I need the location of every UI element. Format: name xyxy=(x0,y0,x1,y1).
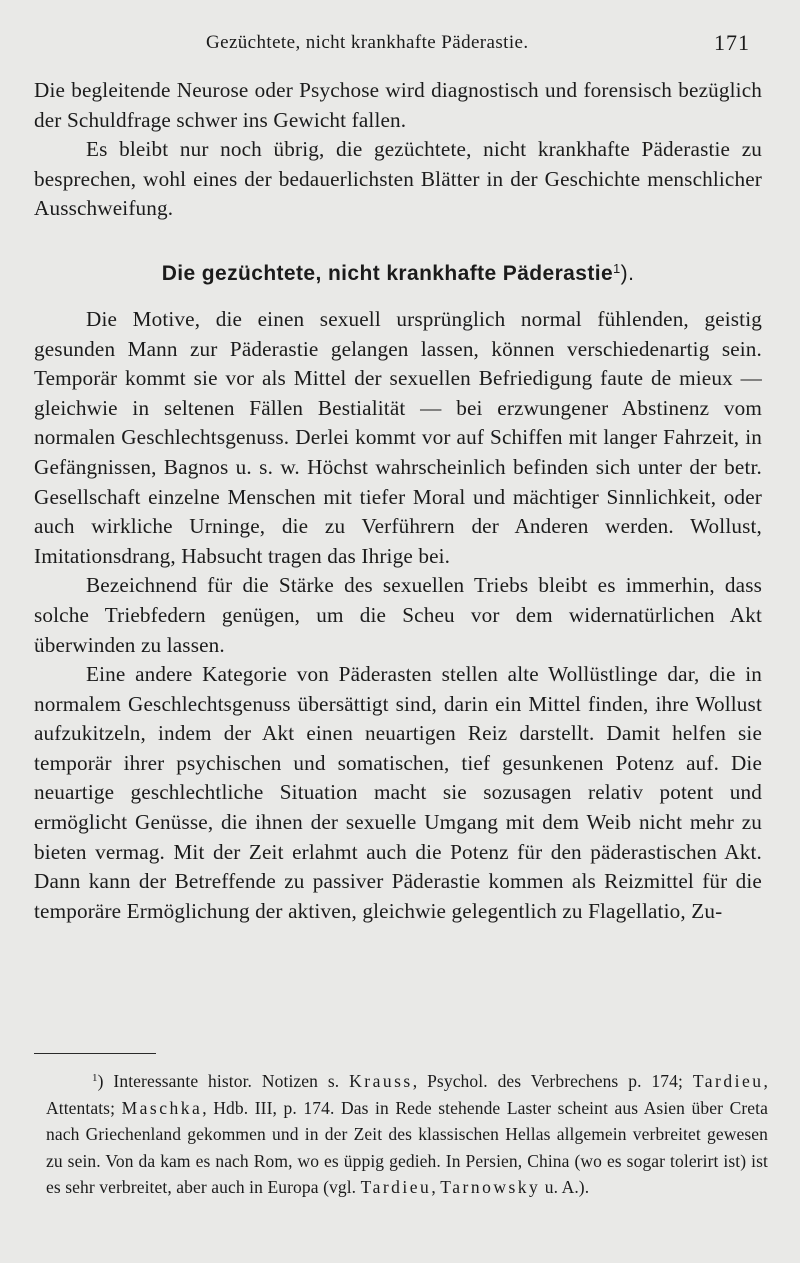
footnote xyxy=(46,1065,768,1201)
author-name: Krauss xyxy=(349,1071,413,1091)
footnote-segment: , Hdb. III, p. 174. Das in Rede stehende Laster scheint aus Asien über Creta nach Griechenland gekommen und in der Zeit des klassischen Hellas allgemein verbreitet gewesen zu sein. Von da kam es nach Rom, wo es üppig gedieh. In Persien, China (wo es sogar tolerirt ist) ist es sehr verbreitet, aber auch in Europa (vgl. xyxy=(46,1097,768,1198)
footnote-segment: , Psychol. des Verbrechens p. 174; xyxy=(412,1071,693,1091)
paragraph: Bezeichnend für die Stärke des sexuellen Triebs bleibt es immerhin, dass solche Triebfedern genügen, um die Scheu vor dem widernatürlichen Akt überwinden zu lassen. xyxy=(34,573,762,657)
footnote-text xyxy=(46,1065,768,1201)
page-header xyxy=(0,30,800,64)
author-name: Tardieu xyxy=(360,1177,432,1198)
paragraph: Eine andere Kategorie von Päderasten stellen alte Wollüstlinge dar, die in normalem Geschlechtsgenuss übersättigt sind, darin ein Mittel finden, ihre Wollust aufzukitzeln, indem der Akt einen neuartigen Reiz darstellt. Damit helfen sie temporär ihrer psychischen und somatischen, tief gesunkenen Potenz auf. Die neuartige geschlechtliche Situation macht sie sozusagen relativ potent und ermöglicht Genüsse, die ihnen der sexuelle Umgang mit dem Weib nicht mehr zu bieten vermag. Mit der Zeit erlahmt auch die Potenz für den päderastischen Akt. Dann kann der Betreffende zu passiver Päderastie kommen als Reizmittel für die temporäre Ermöglichung der aktiven, gleichwie gelegentlich zu Flagellatio, Zu- xyxy=(34,662,762,923)
author-name: Tardieu xyxy=(692,1071,764,1091)
paragraph: Die Motive, die einen sexuell ursprünglich normal fühlenden, geistig gesunden Mann zur Päderastie gelangen lassen, können verschiedenartig sein. Temporär kommt sie vor als Mittel der sexuellen Befriedigung faute de mieux — gleichwie in seltenen Fällen Bestialität — bei erzwungener Abstinenz vom normalen Geschlechtsgenuss. Derlei kommt vor auf Schiffen mit langer Fahrzeit, in Gefängnissen, Bagnos u. s. w. Höchst wahrscheinlich befinden sich unter der betr. Gesellschaft einzelne Menschen mit tiefer Moral und mächtiger Sinnlichkeit, oder auch wirkliche Urninge, die zu Verführern der Anderen werden. Wollust, Imitationsdrang, Habsucht tragen das Ihrige bei. xyxy=(34,306,762,568)
footnote-divider xyxy=(34,1053,156,1054)
footnote-segment: u. A.). xyxy=(540,1177,590,1198)
paragraph: Die begleitende Neurose oder Psychose wird diagnostisch und forensisch bezüglich der Schuldfrage schwer ins Gewicht fallen. xyxy=(34,78,762,132)
author-name: Tarnowsky xyxy=(440,1177,541,1198)
footnote-segment: , xyxy=(431,1177,441,1198)
running-title: Gezüchtete, nicht krankhafte Päderastie. xyxy=(206,32,529,53)
page-number: 171 xyxy=(714,30,750,55)
footnote-segment: , Attentats; xyxy=(46,1071,768,1118)
section-heading-text: Die gezüchtete, nicht krankhafte Päderastie xyxy=(161,261,614,285)
section-heading xyxy=(34,261,762,286)
main-text xyxy=(34,76,762,926)
footnote-marker: 1 xyxy=(92,1072,98,1084)
footnote-ref[interactable]: 1 xyxy=(613,260,621,276)
section-heading-close: ). xyxy=(620,261,635,285)
paragraph: Es bleibt nur noch übrig, die gezüchtete, nicht krankhafte Päderastie zu besprechen, wohl eines der bedauerlichsten Blätter in der Geschichte menschlicher Ausschweifung. xyxy=(34,137,762,221)
author-name: Maschka xyxy=(121,1097,203,1118)
footnote-segment: ) Interessante histor. Notizen s. xyxy=(97,1071,350,1091)
